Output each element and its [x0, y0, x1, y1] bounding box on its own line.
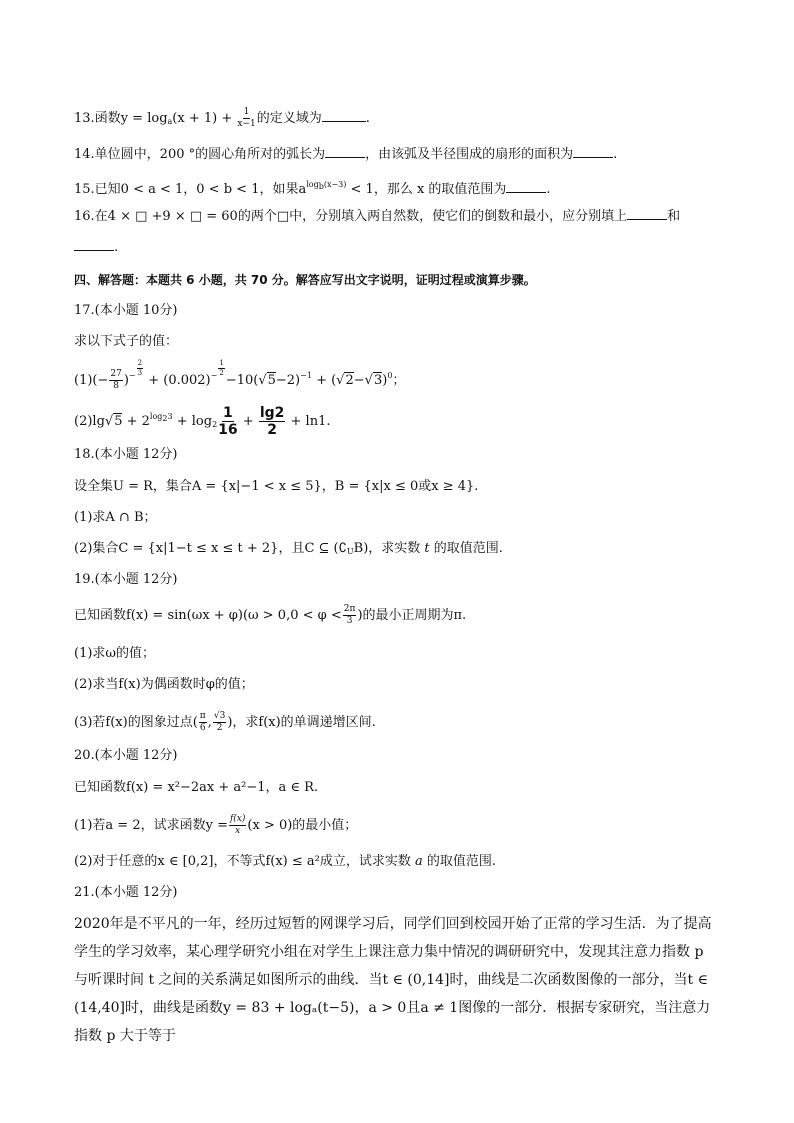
q18-p2-sub: U	[346, 547, 354, 556]
q19-heading: 19.(本小题 12分)	[74, 572, 178, 587]
q13-formula: $y = \log_a(x + 1)$ + $\frac{1}{x-1}$	[120, 107, 256, 129]
q18-part2	[74, 539, 734, 562]
q14-text-a: 14.单位圆中，200 °的圆心角所对的弧长为	[74, 147, 326, 162]
q19-part2: (2)求当f(x)为偶函数时φ的值；	[74, 677, 254, 692]
section-heading: 四、解答题：本题共 6 小题，共 70 分。解答应写出文字说明，证明过程或演算步骤。	[74, 273, 536, 287]
q17-intro: 求以下式子的值：	[74, 334, 179, 349]
q13-number: 13.	[74, 111, 95, 126]
q20-p2-var: a	[415, 854, 423, 869]
q16-text-a: 16.在4 × □ +9 × □ = 60的两个□中，分别填入两自然数，使它们的倒数和最小，应分别填上	[74, 209, 628, 224]
question-16	[74, 207, 734, 227]
q18-p2-var: t	[424, 541, 430, 556]
question-14	[74, 145, 734, 165]
q14-end: .	[613, 147, 618, 162]
q19-part1: (1)求ω的值；	[74, 646, 156, 661]
q20-p2-a: (2)对于任意的x ∈ [0,2]，不等式f(x) ≤ a²成立，试求实数	[74, 854, 415, 869]
q17-p2-label: (2)	[74, 414, 93, 429]
q20-part1: (1)若a = 2，试求函数y = $\frac{f(x)}{x}$ (x > 0)的最小值；	[74, 814, 358, 836]
q19-p3-a: (3)若f(x)的图象过点(	[74, 715, 198, 730]
q13-prefix: 函数	[94, 111, 121, 126]
q18-part1: (1)求A ∩ B；	[74, 510, 157, 525]
q20-heading: 20.(本小题 12分)	[74, 748, 178, 763]
q15-end: .	[546, 182, 551, 197]
answer-blank	[627, 207, 667, 220]
question-13	[74, 108, 734, 132]
q16-text-b: 和	[667, 209, 681, 224]
answer-blank	[506, 180, 546, 193]
q15-text-a: 15.已知0 < a < 1，0 < b < 1，如果a	[74, 182, 307, 197]
q17-heading: 17.(本小题 10分)	[74, 303, 178, 318]
q18-p2-c: 的取值范围.	[429, 541, 503, 556]
q17-part2: $(2)\lg√5 + 2^{log_23} + \log_2$ $\frac{1}{16}$ + $\frac{\lg 2}{2}$ + ln1.	[74, 405, 331, 438]
q15-exp-arg: (x−3)	[323, 180, 347, 189]
answer-blank	[325, 145, 365, 158]
q21-paragraph: 2020年是不平凡的一年，经历过短暂的网课学习后，同学们回到校园开始了正常的学习生活．为了提高学生的学习效率，某心理学研究小组在对学生上课注意力集中情况的调研研究中，发现其注意力指数 p 与听课时间 t 之间的关系满足如图所示的曲线．当t ∈ (0,14]时，曲线是二次函数图像的一部分，当t ∈ (14,40]时，曲线是函数y = 83 + logₐ(t−5)，a > 0且a ≠ 1图像的一部分．根据专家研究，当注意力指数 p 大于等于	[74, 916, 712, 1044]
q19-part3: (3)若f(x)的图象过点( $\frac{\pi}{6}$ , $\frac{√3}{2}$ )，求f(x)的单调递增区间.	[74, 711, 376, 733]
q16-end: .	[114, 240, 119, 255]
q17-p2-end: + ln1.	[286, 414, 331, 429]
q15-text-b: < 1，那么 x 的取值范围为	[346, 182, 507, 197]
q20-intro: 已知函数f(x) = x²−2ax + a²−1，a ∈ R.	[74, 780, 319, 795]
q18-p2-a: (2)集合C = {x|1−t ≤ x ≤ t + 2}，且C ⊆ (∁	[74, 541, 347, 556]
q14-text-b: ，由该弧及半径围成的扇形的面积为	[365, 147, 574, 162]
question-15	[74, 175, 734, 200]
q17-p1-label: (1)	[74, 373, 93, 388]
q19-intro-b: )的最小正周期为π.	[357, 608, 467, 623]
q19-intro-a: 已知函数f(x) = sin(ωx + φ)(ω > 0,0 < φ <	[74, 608, 342, 623]
answer-blank	[322, 109, 366, 122]
q15-exp-base: b	[318, 182, 324, 191]
q19-intro: 已知函数f(x) = sin(ωx + φ)(ω > 0,0 < φ < $\frac{2\pi}{3}$ )的最小正周期为π.	[74, 604, 467, 626]
q20-part2	[74, 852, 734, 872]
q17-part1: (1)(− $\frac{27}{8}$ )$^{- \frac{2}{3}}$ + $(0.002)^{- \frac{1}{2}}$ $-10(√5-2)^{-1} + (√2-√3)^0$；	[74, 359, 406, 391]
answer-blank	[74, 238, 114, 251]
q20-p1-a: (1)若a = 2，试求函数y =	[74, 818, 228, 833]
q13-end: .	[365, 111, 370, 126]
q18-heading: 18.(本小题 12分)	[74, 447, 178, 462]
q18-intro: 设全集U = R，集合A = {x|−1 < x ≤ 5}，B = {x|x ≤ 0或x ≥ 4}.	[74, 479, 479, 494]
q18-p2-b: B)，求实数	[353, 541, 425, 556]
q13-suffix: 的定义域为	[256, 111, 322, 126]
answer-blank	[573, 145, 613, 158]
q15-exp-log: log	[306, 180, 319, 189]
q20-p1-b: (x > 0)的最小值；	[247, 818, 358, 833]
question-16-cont	[74, 238, 734, 258]
q19-p3-b: )，求f(x)的单调递增区间.	[227, 715, 376, 730]
q20-p2-b: 的取值范围.	[422, 854, 497, 869]
q21-heading: 21.(本小题 12分)	[74, 885, 178, 900]
